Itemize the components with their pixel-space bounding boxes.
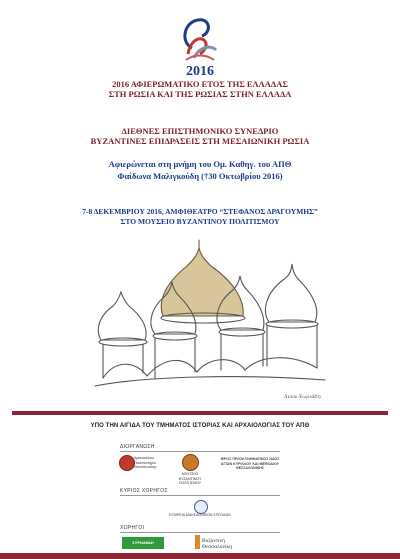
year-2016-logo <box>170 14 230 78</box>
conference-line-2: ΒΥΖΑΝΤΙΝΕΣ ΕΠΙΔΡΑΣΕΙΣ ΣΤΗ ΜΕΣΑΙΩΝΙΚΗ ΡΩΣΙΑ <box>90 136 310 146</box>
sponsors-label: ΧΟΡΗΓΟΙ <box>120 525 145 531</box>
sponsor-syrianidi-name: ΣΥΡΙΑΝΙΔΗ <box>132 540 154 545</box>
venue-line-1: 7-8 ΔΕΚΕΜΒΡΙΟΥ 2016, ΑΜΦΙΘΕΑΤΡΟ “ΣΤΕΦΑΝΟΣ ΔΡΑΓΟΥΜΗΣ” <box>82 207 318 216</box>
church-domes-drawing <box>85 238 335 403</box>
university-seal-icon <box>119 455 135 471</box>
main-sponsor-rule <box>120 495 280 496</box>
organizer-museum: ΜΟΥΣΕΙΟ ΒΥΖΑΝΤΙΝΟΥ ΠΟΛΙΤΙΣΜΟΥ <box>178 472 202 485</box>
sponsor-syrianidi-logo <box>122 537 164 549</box>
museum-seal-icon <box>182 454 199 471</box>
right-dome <box>265 264 316 322</box>
artist-signature: Άννα Χωριάδη <box>284 394 321 400</box>
sponsor-byzantine-thessaloniki: Βυζαντινή Θεσσαλονίκη <box>202 538 233 550</box>
title-line-2: ΣΤΗ ΡΩΣΙΑ ΚΑΙ ΤΗΣ ΡΩΣΙΑΣ ΣΤΗΝ ΕΛΛΑΔΑ <box>108 89 292 99</box>
main-sponsor-name: ΕΤΑΙΡΕΙΑ ΜΑΚΕΔΟΝΙΚΩΝ ΣΠΟΥΔΩΝ <box>169 513 231 517</box>
organizer-university: Αριστοτέλειο Πανεπιστήμιο Θεσσαλονίκης <box>134 456 157 469</box>
logo-year-text: 2016 <box>186 64 214 78</box>
organizers-label: ΔΙΟΡΓΑΝΩΣΗ <box>120 444 155 450</box>
main-sponsor-label: ΚΥΡΙΟΣ ΧΟΡΗΓΟΣ <box>120 488 168 494</box>
dedication-line-1: Αφιερώνεται στη μνήμη του Ομ. Καθηγ. του ΑΠΘ <box>108 159 292 169</box>
divider-rule <box>12 411 388 415</box>
society-emblem-icon <box>194 500 208 514</box>
byzantine-thessaloniki-icon <box>195 535 200 549</box>
aegis-line: ΥΠΟ ΤΗΝ ΑΙΓΙΔΑ ΤΟΥ ΤΜΗΜΑΤΟΣ ΙΣΤΟΡΙΑΣ ΚΑΙ ΑΡΧΑΙΟΛΟΓΙΑΣ ΤΟΥ ΑΠΘ <box>90 423 310 429</box>
bottom-bar <box>0 553 400 559</box>
organizer-church: ΙΕΡΟΣ ΠΡΟΣΚΥΝΗΜΑΤΙΚΟΣ ΝΑΟΣ ΑΓΙΩΝ ΚΥΡΙΛΛΟΥ ΚΑΙ ΜΕΘΟΔΙΟΥ ΘΕΣΣΑΛΟΝΙΚΗΣ <box>220 457 280 470</box>
organizers-rule <box>120 451 280 452</box>
left-dome <box>98 292 146 340</box>
title-line-1: 2016 ΑΦΙΕΡΩΜΑΤΙΚΟ ΕΤΟΣ ΤΗΣ ΕΛΛΑΔΑΣ <box>112 79 288 89</box>
dedication-line-2: Φαίδωνα Μαλιγκούδη (†30 Οκτωβρίου 2016) <box>117 171 283 181</box>
sponsors-rule <box>120 532 280 533</box>
central-dome <box>161 248 243 316</box>
conference-line-1: ΔΙΕΘΝΕΣ ΕΠΙΣΤΗΜΟΝΙΚΟ ΣΥΝΕΔΡΙΟ <box>121 126 279 136</box>
venue-line-2: ΣΤΟ ΜΟΥΣΕΙΟ ΒΥΖΑΝΤΙΝΟΥ ΠΟΛΙΤΙΣΜΟΥ <box>120 217 280 226</box>
